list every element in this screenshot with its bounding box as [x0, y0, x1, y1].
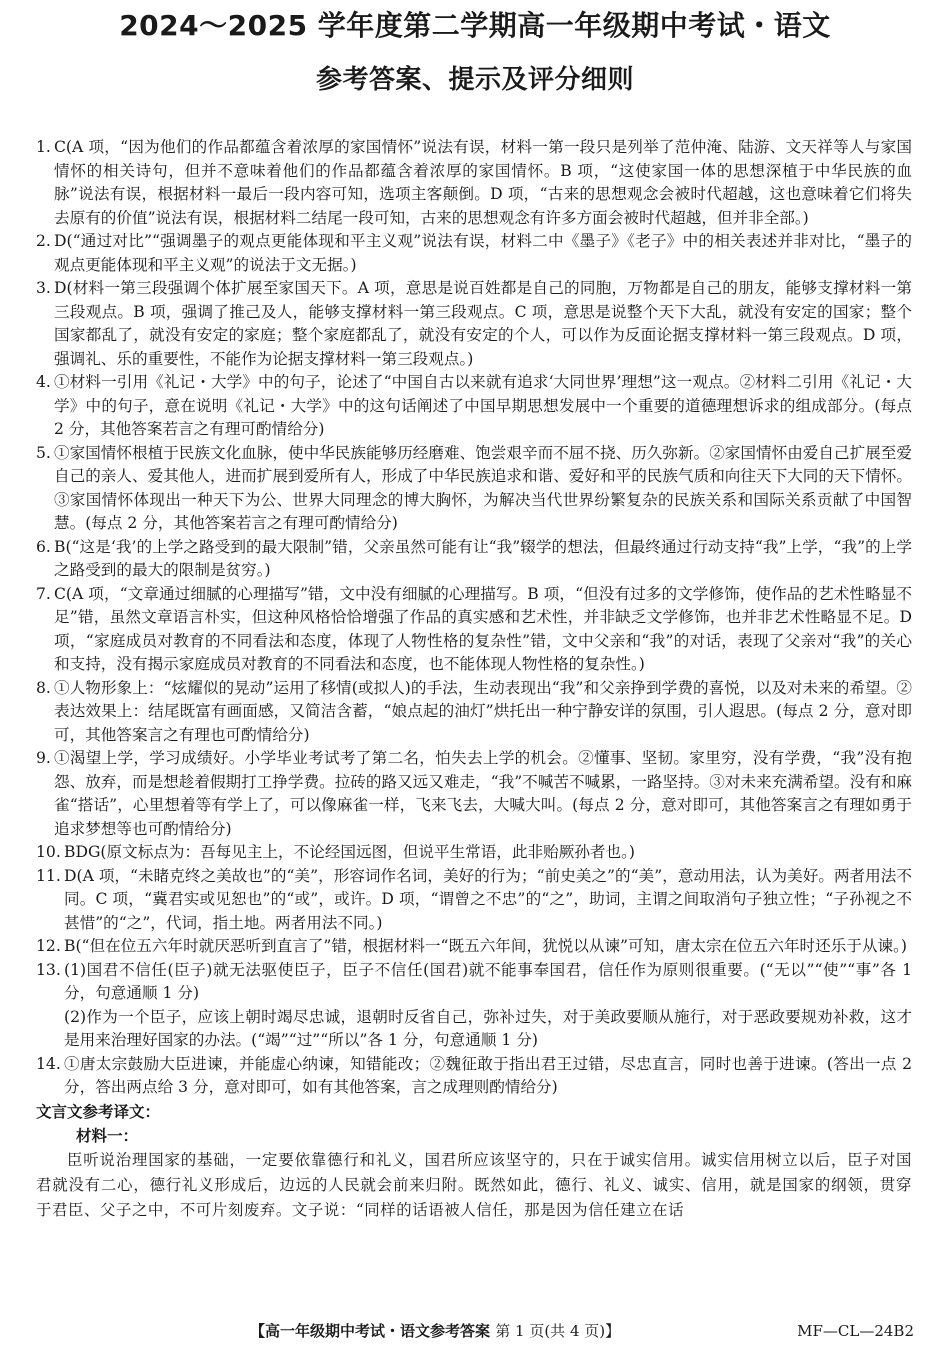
answer-text: ①渴望上学，学习成绩好。小学毕业考试考了第二名，怕失去上学的机会。②懂事、坚韧。家里穷，没有学费，“我”没有抱怨、放弃，而是想趁着假期打工挣学费。拉砖的路又远又难走，“我”不喊苦不喊累，一路坚持。③对未来充满希望。没有和麻雀“搭话”，心里想着等有学上了，可以像麻雀一样，飞来飞去，大喊大叫。(每点 2 分，意对即可，其他答案言之有理如勇于追求梦想等也可酌情给分) [54, 749, 913, 838]
answer-item-13 [36, 959, 912, 1053]
answer-number: 4. [36, 373, 51, 391]
translation-heading: 文言文参考译文： [36, 1102, 161, 1121]
answer-item-4 [36, 371, 912, 442]
answer-item-12 [36, 935, 912, 959]
answer-item-10 [36, 841, 912, 865]
answer-number: 7. [36, 584, 51, 603]
answer-text: D(材料一第三段强调个体扩展至家国天下。A 项，意思是说百姓都是自己的同胞，万物都是自己的朋友，能够支撑材料一第三段观点。B 项，强调了推己及人，能够支撑材料一第三段观点。C 项，意思是说整个天下大乱，就没有安定的国家；整个国家都乱了，就没有安定的家庭；整个家庭都乱了，就没有安定的个人，可以作为反面论据支撑材料一第三段观点。D 项，强调礼、乐的重要性，不能作为论据支撑材料一第三段观点。) [54, 279, 912, 368]
answer-item-8 [36, 677, 912, 748]
answer-number: 2. [36, 232, 51, 250]
answer-text: B(“但在位五六年时就厌恶听到直言了”错，根据材料一“既五六年间，犹悦以从谏”可知，唐太宗在位五六年时还乐于从谏。) [64, 937, 907, 955]
answer-text: ①唐太宗鼓励大臣进谏，并能虚心纳谏，知错能改；②魏征敢于指出君王过错，尽忠直言，同时也善于进谏。(答出一点 2 分，答出两点给 3 分，意对即可，如有其他答案，言之成理则酌情给分) [64, 1054, 912, 1096]
answer-number: 5. [36, 443, 51, 462]
answer-text: B(“这是‘我’的上学之路受到的最大限制”错，父亲虽然可能有让“我”辍学的想法，但最终通过行动支持“我”上学，“我”的上学之路受到的最大的限制是贫穷。) [54, 537, 912, 579]
answer-part-2: (2)作为一个臣子，应该上朝时竭尽忠诚，退朝时反省自己，弥补过失，对于美政要顺从施行，对于恶政要规劝补救，这才是用来治理好国家的办法。(“竭”“过”“所以”各 1 分，句意通顺 1 分) [64, 1007, 912, 1049]
page-footer [0, 1318, 950, 1344]
answer-item-3 [36, 277, 912, 371]
answer-number: 12. [36, 937, 61, 955]
answer-item-6 [36, 536, 912, 583]
answer-item-9 [36, 747, 912, 841]
answer-text: D(A 项，“未睹克终之美故也”的“美”，形容词作名词，美好的行为；“前史美之”的“美”，意动用法，认为美好。两者用法不同。C 项，“冀君实或见恕也”的“或”，或许。D 项，“谓曾之不忠”的“之”，助词，主谓之间取消句子独立性；“子孙视之不甚惜”的“之”，代词，指土地。两者用法不同。) [64, 866, 912, 932]
answer-text: C(A 项，“文章通过细腻的心理描写”错，文中没有细腻的心理描写。B 项，“但没有过多的文学修饰，使作品的艺术性略显不足”错，虽然文章语言朴实，但这种风格恰恰增强了作品的真实感和艺术性，并非缺乏文学修饰，也并非艺术性略显不足。D 项，“家庭成员对教育的不同看法和态度，体现了人物性格的复杂性”错，文中父亲和“我”的对话，表现了父亲对“我”的关心和支持，没有揭示家庭成员对教育的不同看法和态度，也不能体现人物性格的复杂性。) [54, 584, 912, 673]
footer-center [250, 1318, 620, 1344]
answer-text: ①人物形象上：“炫耀似的晃动”运用了移情(或拟人)的手法，生动表现出“我”和父亲挣到学费的喜悦，以及对未来的希望。②表达效果上：结尾既富有画面感，又简洁含蓄，“娘点起的油灯”烘托出一种宁静安详的氛围，引人遐思。(每点 2 分，意对即可，其他答案言之有理也可酌情给分) [54, 678, 912, 744]
answer-part-1: (1)国君不信任(臣子)就无法驱使臣子，臣子不信任(国君)就不能事奉国君，信任作为原则很重要。(“无以”“使”“事”各 1 分，句意通顺 1 分) [64, 960, 912, 1002]
answer-number: 6. [36, 537, 51, 556]
answer-item-14 [36, 1053, 912, 1100]
answer-text: ①材料一引用《礼记・大学》中的句子，论述了“中国自古以来就有追求‘大同世界’理想”这一观点。②材料二引用《礼记・大学》中的句子，意在说明《礼记・大学》中的这句话阐述了中国早期思想发展中一个重要的道德理想诉求的组成部分。(每点 2 分，其他答案若言之有理可酌情给分) [54, 373, 912, 438]
answer-text: C(A 项，“因为他们的作品都蕴含着浓厚的家国情怀”说法有误，材料一第一段只是列举了范仲淹、陆游、文天祥等人与家国情怀的相关诗句，但并不意味着他们的作品都蕴含着浓厚的家国情怀。B 项，“这使家国一体的思想深植于中华民族的血脉”说法有误，根据材料一最后一段内容可知，选项主客颠倒。D 项，“古来的思想观念会被时代超越，这也意味着它们将失去原有的价值”说法有误，根据材料二结尾一段可知，古来的思想观念有许多方面会被时代超越，但并非全部。) [54, 138, 912, 227]
material-heading: 材料一： [76, 1126, 139, 1145]
footer-code: MF—CL—24B2 [797, 1322, 914, 1340]
page-subtitle: 参考答案、提示及评分细则 [315, 65, 634, 95]
answer-item-7 [36, 583, 912, 677]
answer-item-1 [36, 136, 912, 230]
translation-text: 臣听说治理国家的基础，一定要依靠德行和礼义，国君所应该坚守的，只在于诚实信用。诚实信用树立以后，臣子对国君就没有二心，德行礼义形成后，边远的人民就会前来归附。既然如此，德行、礼义、诚实、信用，就是国家的纲领，贯穿于君臣、父子之中，不可片刻废弃。文子说：“同样的话语被人信任，那是因为信任建立在话 [36, 1150, 912, 1219]
footer-page-number: 第 1 页(共 4 页)】 [495, 1322, 621, 1340]
answer-number: 8. [36, 678, 51, 697]
answer-number: 13. [36, 960, 61, 979]
answer-number: 9. [36, 749, 51, 767]
answer-number: 3. [36, 279, 51, 297]
answer-number: 14. [36, 1054, 61, 1073]
answer-item-2 [36, 230, 912, 277]
answer-number: 1. [36, 138, 51, 156]
answer-number: 11. [36, 866, 61, 885]
answer-text: D(“通过对比”“强调墨子的观点更能体现和平主义观”说法有误，材料二中《墨子》《老子》中的相关表述并非对比，“墨子的观点更能体现和平主义观”的说法于文无据。) [54, 232, 912, 274]
answer-number: 10. [36, 843, 61, 861]
answers-body [36, 136, 912, 1223]
answer-item-11 [36, 865, 912, 936]
answer-text: BDG(原文标点为：吾每见主上，不论经国远图，但说平生常语，此非贻厥孙者也。) [64, 843, 635, 861]
answer-text: ①家国情怀根植于民族文化血脉，使中华民族能够历经磨难、饱尝艰辛而不屈不挠、历久弥新。②家国情怀由爱自己扩展至爱自己的亲人、爱其他人，进而扩展到爱所有人，形成了中华民族追求和谐、爱好和平的民族气质和向往天下大同的天下情怀。③家国情怀体现出一种天下为公、世界大同理念的博大胸怀，为解决当代世界纷繁复杂的民族关系和国际关系贡献了中国智慧。(每点 2 分，其他答案若言之有理可酌情给分) [54, 443, 912, 532]
page-title: 2024～2025 学年度第二学期高一年级期中考试・语文 [119, 9, 831, 42]
answer-item-5 [36, 442, 912, 536]
footer-exam-name: 【高一年级期中考试・语文参考答案 [250, 1322, 491, 1340]
